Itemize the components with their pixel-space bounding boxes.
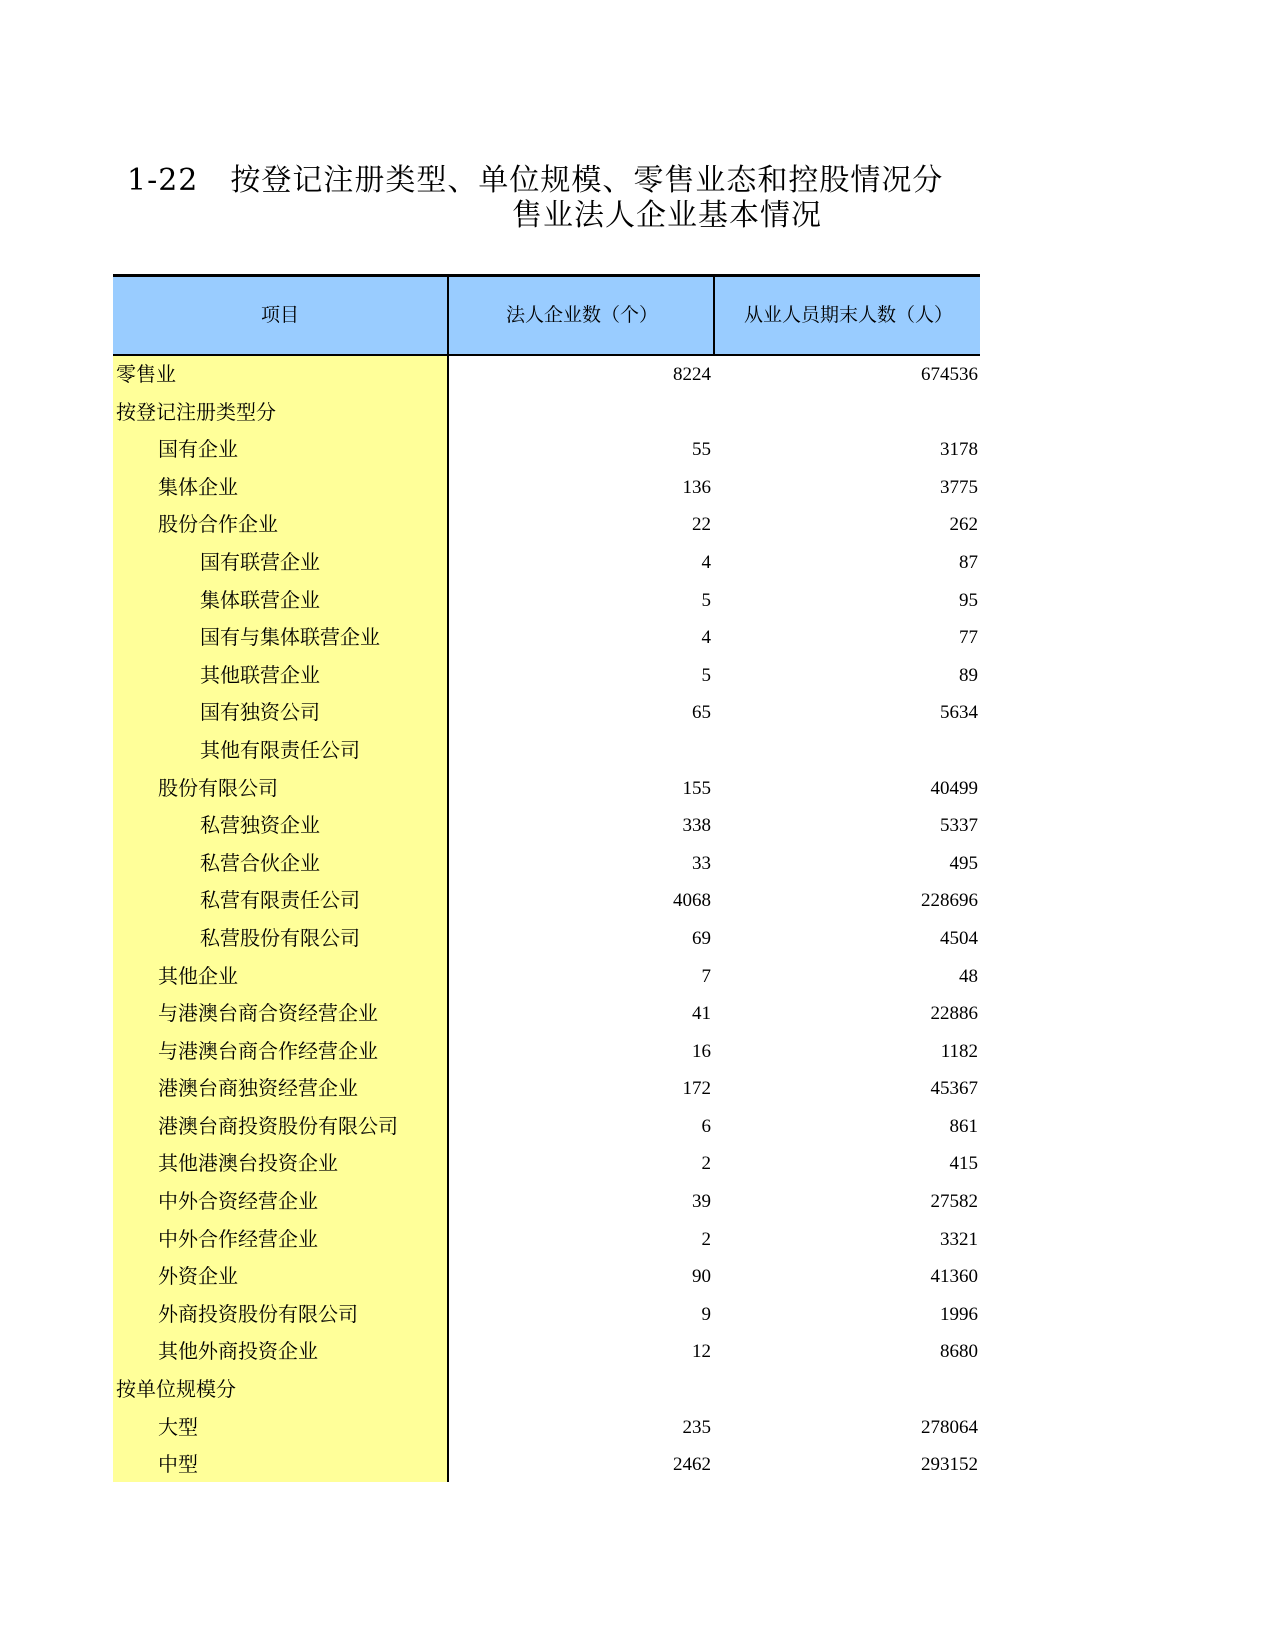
table-row <box>113 356 980 394</box>
table-row <box>113 657 980 695</box>
row-label: 大型 <box>158 1414 198 1439</box>
enterprise-count-cell: 2 <box>701 1228 711 1250</box>
row-label: 中外合资经营企业 <box>158 1189 318 1214</box>
table-row <box>113 694 980 732</box>
row-label: 国有独资公司 <box>200 700 320 725</box>
employee-count-cell: 8680 <box>940 1341 978 1363</box>
row-label: 港澳台商投资股份有限公司 <box>158 1113 398 1138</box>
row-label: 国有企业 <box>158 437 238 462</box>
enterprise-count-cell <box>449 1371 711 1409</box>
row-label: 零售业 <box>116 362 176 386</box>
employee-count-cell: 3775 <box>940 476 978 498</box>
row-label: 外商投资股份有限公司 <box>158 1301 358 1326</box>
row-label: 中型 <box>158 1452 198 1477</box>
page-title-line-2: 售业法人企业基本情况 <box>512 198 822 233</box>
table-row <box>113 845 980 883</box>
table-row <box>113 807 980 845</box>
row-label: 国有与集体联营企业 <box>200 625 380 650</box>
table-row <box>113 1258 980 1296</box>
table-row <box>113 1296 980 1334</box>
row-label: 股份合作企业 <box>158 512 278 537</box>
employee-count-cell: 4504 <box>940 927 978 949</box>
row-label: 私营独资企业 <box>200 813 320 838</box>
table-row <box>113 995 980 1033</box>
employee-count-cell: 40499 <box>930 777 978 799</box>
enterprise-count-cell: 12 <box>692 1341 711 1363</box>
enterprise-count-cell: 22 <box>692 514 711 536</box>
enterprise-count-cell: 4068 <box>673 890 711 912</box>
employee-count-cell <box>715 732 978 770</box>
row-label: 私营有限责任公司 <box>200 888 360 913</box>
enterprise-count-cell <box>449 732 711 770</box>
data-table <box>113 274 980 1482</box>
row-label: 中外合作经营企业 <box>158 1226 318 1251</box>
employee-count-cell: 861 <box>949 1115 978 1137</box>
row-label: 私营股份有限公司 <box>200 925 360 950</box>
title-text-1: 按登记注册类型、单位规模、零售业态和控股情况分 <box>230 163 944 198</box>
enterprise-count-cell: 155 <box>682 777 711 799</box>
enterprise-count-cell: 4 <box>701 551 711 573</box>
employee-count-cell: 293152 <box>921 1454 978 1476</box>
table-row <box>113 544 980 582</box>
employee-count-cell: 3178 <box>940 439 978 461</box>
employee-count-cell: 1996 <box>940 1303 978 1325</box>
row-label: 与港澳台商合作经营企业 <box>158 1038 378 1063</box>
table-row <box>113 882 980 920</box>
row-label: 集体企业 <box>158 474 238 499</box>
enterprise-count-cell <box>449 394 711 432</box>
table-row <box>113 394 980 432</box>
table-row <box>113 1333 980 1371</box>
employee-count-cell: 415 <box>949 1153 978 1175</box>
employee-count-cell <box>715 1371 978 1409</box>
table-row <box>113 1108 980 1146</box>
header-item: 项目 <box>260 304 299 326</box>
table-row <box>113 1145 980 1183</box>
table-row <box>113 770 980 808</box>
row-label: 外资企业 <box>158 1264 238 1289</box>
row-label: 股份有限公司 <box>158 775 278 800</box>
enterprise-count-cell: 4 <box>701 627 711 649</box>
employee-count-cell: 77 <box>959 627 978 649</box>
row-label: 其他外商投资企业 <box>158 1339 318 1364</box>
row-label: 其他企业 <box>158 963 238 988</box>
employee-count-cell: 262 <box>949 514 978 536</box>
employee-count-cell: 48 <box>959 965 978 987</box>
employee-count-cell: 278064 <box>921 1416 978 1438</box>
table-row <box>113 1221 980 1259</box>
enterprise-count-cell: 16 <box>692 1040 711 1062</box>
table-row <box>113 732 980 770</box>
enterprise-count-cell: 7 <box>701 965 711 987</box>
enterprise-count-cell: 6 <box>701 1115 711 1137</box>
employee-count-cell: 5634 <box>940 702 978 724</box>
table-row <box>113 1446 980 1482</box>
enterprise-count-cell: 2462 <box>673 1454 711 1476</box>
employee-count-cell: 87 <box>959 551 978 573</box>
enterprise-count-cell: 136 <box>682 476 711 498</box>
table-row <box>113 619 980 657</box>
row-label: 其他港澳台投资企业 <box>158 1151 338 1176</box>
row-label: 其他有限责任公司 <box>200 737 360 762</box>
table-row <box>113 582 980 620</box>
enterprise-count-cell: 69 <box>692 927 711 949</box>
enterprise-count-cell: 5 <box>701 589 711 611</box>
table-row <box>113 1070 980 1108</box>
row-label: 按登记注册类型分 <box>116 399 276 424</box>
header-employee-count: 从业人员期末人数（人） <box>713 277 980 354</box>
enterprise-count-cell: 2 <box>701 1153 711 1175</box>
employee-count-cell: 95 <box>959 589 978 611</box>
employee-count-cell: 22886 <box>930 1003 978 1025</box>
table-number: 1-22 <box>127 163 199 198</box>
employee-count-cell: 5337 <box>940 815 978 837</box>
enterprise-count-cell: 90 <box>692 1266 711 1288</box>
enterprise-count-cell: 39 <box>692 1191 711 1213</box>
table-row <box>113 1033 980 1071</box>
row-label: 集体联营企业 <box>200 587 320 612</box>
row-label: 与港澳台商合资经营企业 <box>158 1001 378 1026</box>
table-row <box>113 1409 980 1447</box>
enterprise-count-cell: 55 <box>692 439 711 461</box>
row-label: 其他联营企业 <box>200 662 320 687</box>
employee-count-cell: 1182 <box>940 1040 978 1062</box>
header-enterprise-count: 法人企业数（个） <box>447 277 715 354</box>
employee-count-cell <box>715 394 978 432</box>
table-body <box>113 356 980 1482</box>
employee-count-cell: 89 <box>959 664 978 686</box>
employee-count-cell: 41360 <box>930 1266 978 1288</box>
employee-count-cell: 228696 <box>921 890 978 912</box>
row-label: 私营合伙企业 <box>200 850 320 875</box>
table-rows <box>113 356 980 1482</box>
enterprise-count-cell: 41 <box>692 1003 711 1025</box>
table-row <box>113 1371 980 1409</box>
enterprise-count-cell: 9 <box>701 1303 711 1325</box>
enterprise-count-cell: 65 <box>692 702 711 724</box>
employee-count-cell: 495 <box>949 852 978 874</box>
row-label: 国有联营企业 <box>200 549 320 574</box>
table-row <box>113 920 980 958</box>
employee-count-cell: 3321 <box>940 1228 978 1250</box>
employee-count-cell: 27582 <box>930 1191 978 1213</box>
enterprise-count-cell: 172 <box>682 1078 711 1100</box>
table-row <box>113 506 980 544</box>
enterprise-count-cell: 235 <box>682 1416 711 1438</box>
title-block <box>0 0 980 240</box>
table-row <box>113 1183 980 1221</box>
table-header <box>113 277 980 356</box>
table-row <box>113 469 980 507</box>
employee-count-cell: 45367 <box>930 1078 978 1100</box>
employee-count-cell: 674536 <box>921 364 978 385</box>
enterprise-count-cell: 5 <box>701 664 711 686</box>
enterprise-count-cell: 338 <box>682 815 711 837</box>
row-label: 按单位规模分 <box>116 1377 236 1402</box>
table-row <box>113 958 980 996</box>
enterprise-count-cell: 33 <box>692 852 711 874</box>
enterprise-count-cell: 8224 <box>673 364 711 385</box>
table-row <box>113 431 980 469</box>
row-label: 港澳台商独资经营企业 <box>158 1076 358 1101</box>
